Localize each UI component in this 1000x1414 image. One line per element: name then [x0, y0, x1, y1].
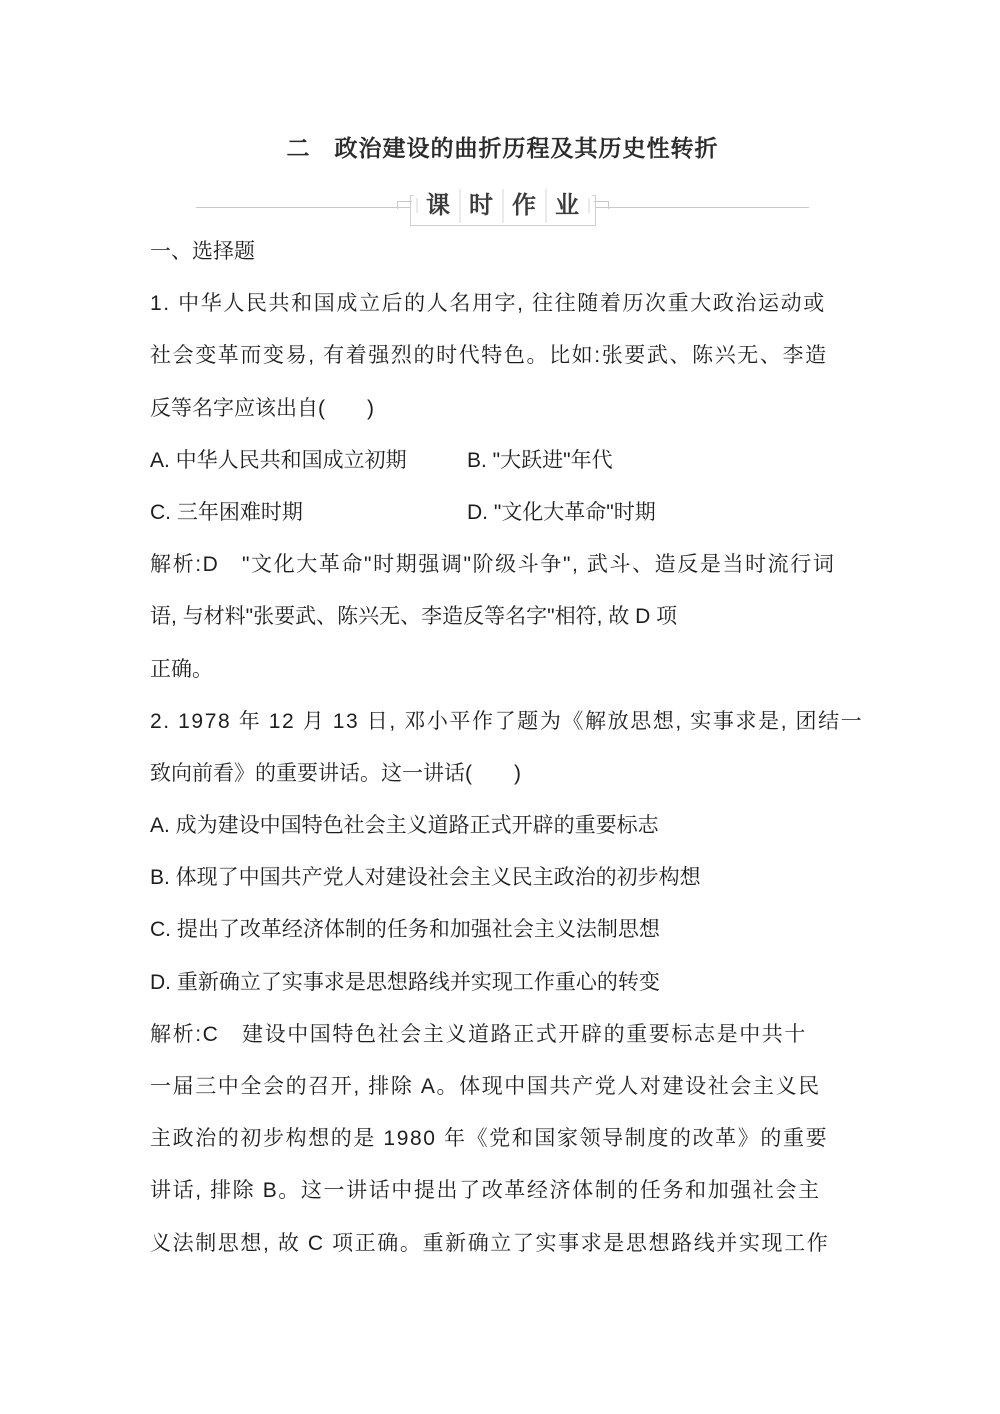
banner-right-tick	[588, 198, 589, 213]
q1-option-a: A. 中华人民共和国成立初期	[150, 448, 407, 472]
page-title: 二 政治建设的曲折历程及其历史性转折	[286, 135, 719, 161]
q2-analysis-line-2: 一届三中全会的召开, 排除 A。体现中国共产党人对建设社会主义民	[150, 1075, 821, 1098]
banner-char-2: 时	[459, 189, 502, 223]
q1-options-row-1	[150, 435, 855, 487]
q1-option-c: C. 三年困难时期	[150, 500, 303, 524]
q1-stem-line-2: 社会变革而变易, 有着强烈的时代特色。比如:张要武、陈兴无、李造	[150, 344, 828, 368]
banner-char-4: 业	[545, 189, 588, 223]
q2-stem-line-2: 致向前看》的重要讲话。这一讲话( )	[150, 761, 521, 785]
q1-analysis-line-1: 解析:D "文化大革命"时期强调"阶级斗争", 武斗、造反是当时流行词	[150, 553, 836, 577]
q2-option-b: B. 体现了中国共产党人对建设社会主义民主政治的初步构想	[150, 866, 701, 890]
section-banner	[150, 174, 855, 226]
q2-analysis-line-4: 讲话, 排除 B。这一讲话中提出了改革经济体制的任务和加强社会主	[150, 1179, 821, 1203]
q2-option-a: A. 成为建设中国特色社会主义道路正式开辟的重要标志	[150, 814, 659, 838]
q1-option-b: B. "大跃进"年代	[467, 448, 613, 472]
banner-char-3: 作	[502, 189, 545, 223]
banner-label-box	[410, 192, 596, 226]
page-content	[150, 122, 864, 1270]
q1-analysis-line-3: 正确。	[150, 657, 213, 681]
q1-option-d: D. "文化大革命"时期	[467, 500, 656, 524]
q1-stem-line-1: 1. 中华人民共和国成立后的人名用字, 往往随着历次重大政治运动或	[150, 292, 826, 316]
q1-options-row-2	[150, 487, 855, 539]
q1-stem-line-3: 反等名字应该出自( )	[150, 396, 374, 420]
banner-label	[413, 189, 592, 223]
q2-analysis-line-3: 主政治的初步构想的是 1980 年《党和国家领导制度的改革》的重要	[150, 1127, 829, 1151]
banner-char-1: 课	[426, 192, 450, 219]
q2-stem-line-1: 2. 1978 年 12 月 13 日, 邓小平作了题为《解放思想, 实事求是, 团结一	[150, 709, 864, 733]
q2-analysis-line-5: 义法制思想, 故 C 项正确。重新确立了实事求是思想路线并实现工作	[150, 1231, 830, 1255]
q1-analysis-line-2: 语, 与材料"张要武、陈兴无、李造反等名字"相符, 故 D 项	[150, 605, 678, 629]
section-heading: 一、选择题	[150, 240, 255, 263]
q2-option-d: D. 重新确立了实事求是思想路线并实现工作重心的转变	[150, 970, 660, 994]
q2-analysis-line-1: 解析:C 建设中国特色社会主义道路正式开辟的重要标志是中共十	[150, 1022, 807, 1046]
q2-option-c: C. 提出了改革经济体制的任务和加强社会主义法制思想	[150, 918, 660, 942]
